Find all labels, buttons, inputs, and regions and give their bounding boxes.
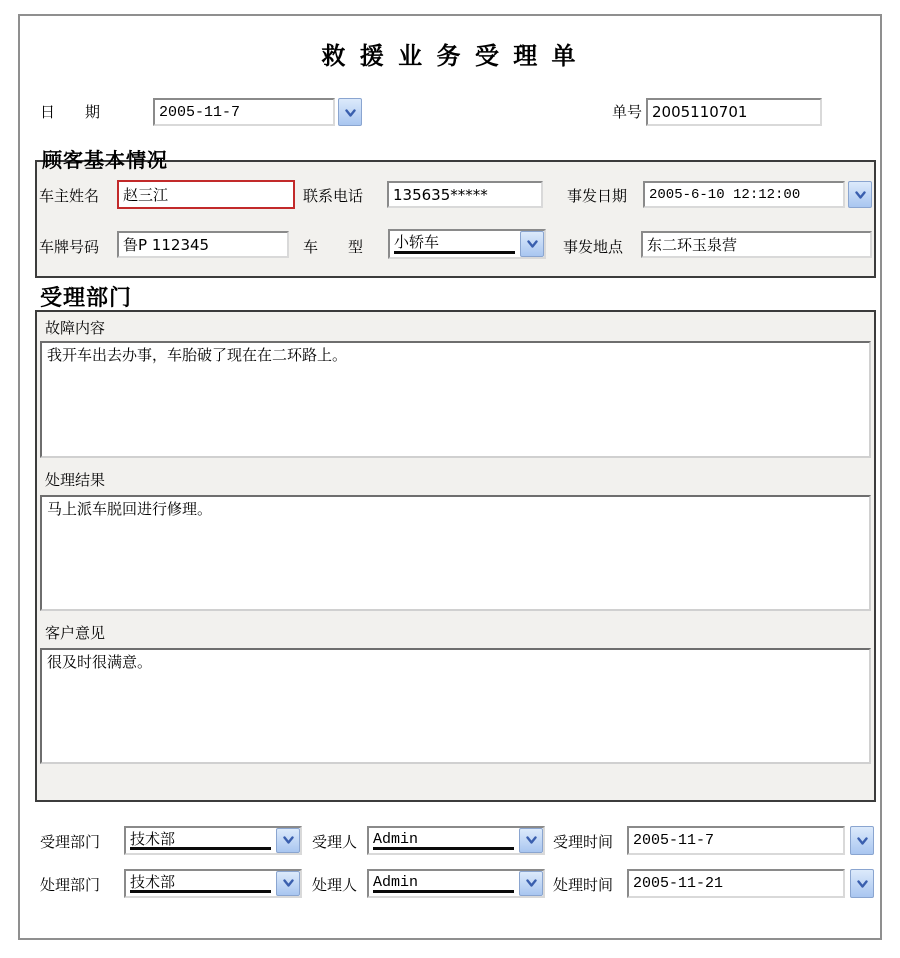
owner-name-input[interactable] [117, 180, 295, 209]
fault-content-label: 故障内容 [45, 319, 106, 337]
date-input[interactable] [153, 98, 335, 126]
plate-number-label: 车牌号码 [39, 238, 100, 256]
accept-dept-value: 技术部 [130, 831, 271, 850]
incident-date-label: 事发日期 [567, 187, 628, 205]
form-title: 救 援 业 务 受 理 单 [321, 42, 579, 70]
car-type-label: 车 型 [303, 238, 364, 256]
chevron-down-icon [856, 831, 869, 850]
process-dept-combobox[interactable] [124, 869, 302, 898]
contact-phone-label: 联系电话 [303, 187, 364, 205]
process-time-label: 处理时间 [553, 876, 614, 894]
accept-dept-combobox[interactable] [124, 826, 302, 855]
car-type-value: 小轿车 [394, 234, 515, 254]
process-dept-label: 处理部门 [40, 876, 101, 894]
car-type-combobox[interactable] [388, 229, 546, 259]
process-dept-value: 技术部 [130, 874, 271, 893]
chevron-down-icon[interactable] [276, 871, 300, 896]
chevron-down-icon[interactable] [276, 828, 300, 853]
process-time-dropdown-button[interactable] [850, 869, 874, 898]
accept-time-dropdown-button[interactable] [850, 826, 874, 855]
incident-date-dropdown-button[interactable] [848, 181, 872, 208]
accept-person-value: Admin [373, 831, 514, 850]
result-label: 处理结果 [45, 471, 106, 489]
result-textarea[interactable] [40, 495, 871, 611]
chevron-down-icon[interactable] [519, 871, 543, 896]
incident-location-input[interactable] [641, 231, 872, 258]
accept-person-combobox[interactable] [367, 826, 545, 855]
opinion-textarea[interactable] [40, 648, 871, 764]
owner-name-label: 车主姓名 [39, 187, 100, 205]
process-person-combobox[interactable] [367, 869, 545, 898]
process-person-value: Admin [373, 874, 514, 893]
process-person-label: 处理人 [312, 876, 358, 894]
chevron-down-icon [856, 874, 869, 893]
order-no-label: 单号 [612, 103, 643, 121]
date-dropdown-button[interactable] [338, 98, 362, 126]
plate-number-input[interactable] [117, 231, 289, 258]
process-time-input[interactable] [627, 869, 845, 898]
incident-location-label: 事发地点 [563, 238, 624, 256]
accept-time-input[interactable] [627, 826, 845, 855]
chevron-down-icon[interactable] [520, 231, 544, 257]
opinion-label: 客户意见 [45, 624, 106, 642]
fault-content-textarea[interactable] [40, 341, 871, 458]
accept-time-label: 受理时间 [553, 833, 614, 851]
customer-section [35, 160, 876, 278]
incident-date-input[interactable] [643, 181, 845, 208]
customer-section-title: 顾客基本情况 [42, 148, 168, 172]
accept-person-label: 受理人 [312, 833, 358, 851]
contact-phone-input[interactable] [387, 181, 543, 208]
chevron-down-icon [344, 103, 357, 122]
order-no-input[interactable] [646, 98, 822, 126]
accept-dept-label: 受理部门 [40, 833, 101, 851]
chevron-down-icon [854, 185, 867, 204]
date-label: 日 期 [40, 103, 101, 121]
acceptance-section-title: 受理部门 [40, 286, 133, 311]
chevron-down-icon[interactable] [519, 828, 543, 853]
